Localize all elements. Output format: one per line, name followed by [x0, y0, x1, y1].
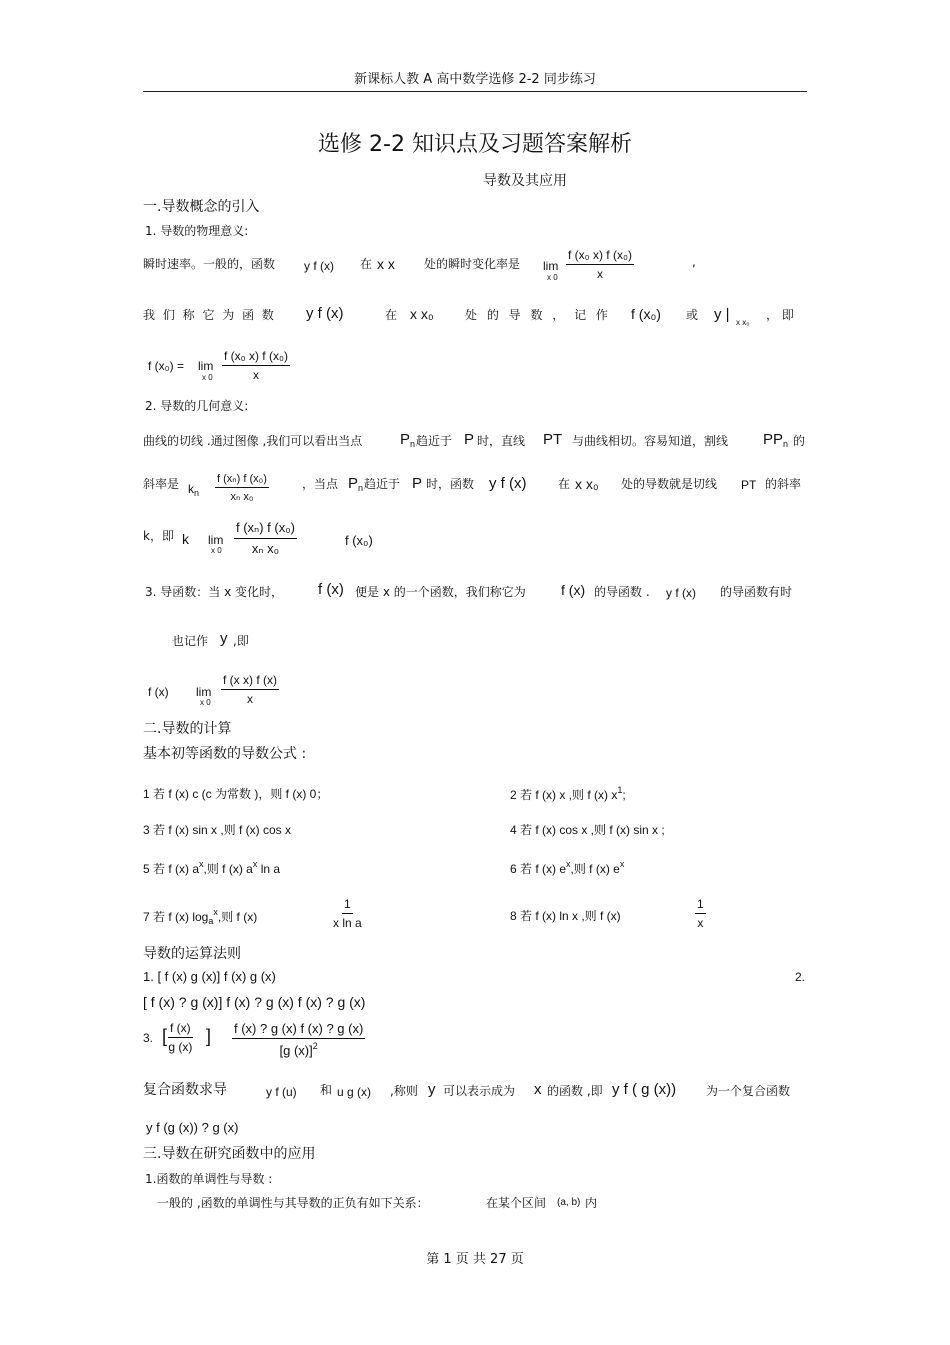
page-footer: 第 1 页 共 27 页: [426, 1252, 524, 1267]
rate-denominator: x: [596, 267, 603, 281]
geo-text-b: 趋近于: [416, 434, 453, 448]
rate-lim: lim: [543, 259, 559, 273]
derivfunc-text-d: 的导函数有时: [720, 585, 793, 599]
def-ji: ， 即: [766, 308, 794, 322]
slope-text-a: 斜率是: [143, 477, 180, 491]
chain-text-f: 可以表示成为: [443, 1084, 516, 1098]
slope-fraction: [215, 472, 269, 503]
def-formula-lim: lim: [198, 359, 214, 373]
formula-6: 6 若 f (x) $e^x$,则 f (x) $e^x$: [510, 859, 625, 876]
chain-text-h: 为一个复合函数: [706, 1084, 791, 1098]
tangent-rhs: f (x₀): [345, 533, 373, 548]
derivfunc-lhs: f (x): [148, 685, 169, 699]
slope-pn: $P_n$: [348, 475, 364, 493]
slope-text-f: 处的导数就是切线: [621, 477, 718, 491]
point-2-label: 2. 导数的几何意义:: [145, 399, 249, 413]
chain-y: y: [428, 1081, 436, 1098]
def-func: y f (x): [306, 305, 344, 322]
derivfunc-text-b: 便是 x 的一个函数，我们称它为: [355, 585, 526, 599]
def-y: y |: [714, 306, 730, 323]
def-formula-lhs: f (x₀) =: [148, 359, 184, 373]
chain-rule: y f (g (x)) ? g (x): [146, 1120, 239, 1135]
derivfunc-text-a: 3. 导函数：当 x 变化时，: [145, 585, 283, 599]
formula-5: 5 若 f (x) $a^x$,则 f (x) $a^x$ ln a: [143, 859, 281, 876]
slope-numerator: f (xₙ) f (x₀): [215, 472, 269, 488]
slope-p: P: [412, 475, 423, 492]
formula-list-heading: 基本初等函数的导数公式 :: [143, 746, 307, 762]
running-header: 新课标人教 A 高中数学选修 2-2 同步练习: [354, 72, 596, 87]
formula-8-denominator: x: [697, 916, 704, 930]
rule-3-denominator: [g (x)]$^2$: [279, 1041, 318, 1058]
chain-text-g: 的函数 ,即: [547, 1084, 603, 1098]
formula-7-fraction: [333, 897, 362, 930]
monotonic-text-d: 内: [585, 1196, 598, 1210]
derivfunc-f: f (x): [318, 581, 344, 598]
def-formula-fraction: [222, 349, 290, 382]
rule-2-number: 2.: [795, 970, 806, 984]
rule-3-numerator: f (x) ? g (x) f (x) ? g (x): [232, 1021, 365, 1039]
geo-text-c: 时，直线: [477, 434, 526, 448]
header-rule: [143, 91, 807, 92]
derivfunc-lim-sub: x 0: [200, 698, 211, 707]
chain-outer: y f (u): [266, 1085, 297, 1099]
chain-inner: u g (x): [337, 1085, 372, 1099]
derivfunc-y: y f (x): [666, 586, 696, 600]
def-text: 我 们 称 它 为 函 数: [143, 308, 276, 322]
derivfunc-text-e: 也记作: [172, 634, 209, 648]
tangent-fraction: [234, 520, 297, 557]
geo-pn: $P_n$: [400, 431, 416, 449]
tangent-k: k: [182, 531, 189, 547]
def-formula-numerator: f (x₀ x) f (x₀): [222, 349, 290, 366]
document-subtitle: 导数及其应用: [483, 173, 567, 189]
formula-8-numerator: 1: [695, 897, 706, 914]
section-1-heading: 一.导数概念的引入: [143, 199, 260, 215]
rule-3-left-denominator: g (x): [168, 1040, 193, 1054]
slope-denominator: xₙ x₀: [230, 491, 254, 503]
rule-3-left-fraction: [168, 1021, 193, 1054]
formula-7-denominator: x ln a: [333, 916, 362, 930]
monotonic-text-b: 在某个区间: [486, 1196, 547, 1210]
monotonic-heading: 1.函数的单调性与导数 :: [145, 1172, 273, 1186]
derivfunc-fraction: [221, 673, 279, 706]
slope-text-e: 在: [558, 477, 571, 491]
rate-tail: 处的瞬时变化率是: [424, 257, 521, 271]
section-3-heading: 三.导数在研究函数中的应用: [143, 1146, 316, 1162]
derivfunc-text-f: ,即: [233, 634, 249, 648]
derivfunc-numerator: f (x x) f (x): [221, 673, 279, 690]
slope-text-c: 趋近于: [364, 477, 401, 491]
rules-heading: 导数的运算法则: [143, 946, 241, 962]
def-formula-lim-sub: x 0: [202, 373, 213, 382]
formula-3: 3 若 f (x) sin x ,则 f (x) cos x: [143, 823, 292, 837]
rule-3-lbracket: [: [162, 1026, 168, 1046]
chain-text-a: 复合函数求导: [143, 1082, 227, 1098]
monotonic-interval: (a, b): [557, 1197, 581, 1208]
def-y-sub: x x₀: [736, 318, 750, 327]
derivfunc-ysym: y: [220, 630, 228, 647]
def-zai: 在: [385, 308, 398, 322]
slope-func: y f (x): [489, 475, 527, 492]
rate-comma: ,: [692, 255, 696, 269]
chain-x: x: [534, 1081, 542, 1098]
point-1-label: 1. 导数的物理意义:: [145, 224, 249, 238]
rate-lim-sub: x 0: [547, 273, 558, 282]
monotonic-text-a: 一般的 ,函数的单调性与其导数的正负有如下关系：: [157, 1196, 429, 1210]
formula-8-fraction: [695, 897, 706, 930]
rule-1: 1. [ f (x) g (x)] f (x) g (x): [143, 969, 276, 984]
slope-text-g: 的斜率: [765, 477, 802, 491]
rate-numerator: f (x₀ x) f (x₀): [566, 248, 634, 265]
def-chu: 处 的 导 数 ， 记 作: [465, 308, 611, 322]
derivfunc-lim: lim: [196, 685, 212, 699]
rate-func: y f (x): [304, 259, 334, 273]
rule-2: [ f (x) ? g (x)] f (x) ? g (x) f (x) ? g (x): [143, 994, 366, 1010]
slope-x: x x₀: [575, 476, 599, 492]
slope-pt: PT: [741, 478, 757, 492]
rule-3-fraction: [232, 1021, 365, 1058]
geo-text-a: 曲线的切线 .通过图像 ,我们可以看出当点: [143, 434, 363, 448]
derivfunc-text-c: 的导函数 .: [594, 585, 650, 599]
formula-7: 7 若 f (x) $\log_a^x$,则 f (x): [143, 907, 258, 926]
formula-8: 8 若 f (x) ln x ,则 f (x): [510, 909, 621, 923]
def-fprime: f (x₀): [631, 306, 661, 322]
def-formula-denominator: x: [252, 368, 259, 382]
derivfunc-denominator: x: [247, 692, 253, 706]
geo-p: P: [464, 431, 475, 448]
rule-3-left-numerator: f (x): [168, 1021, 193, 1038]
formula-2: 2 若 f (x) x ,则 f (x) $x^1$;: [510, 785, 626, 802]
rule-3-rbracket: ]: [206, 1026, 212, 1046]
chain-text-e: ,称则: [390, 1084, 418, 1098]
tangent-lim-sub: x 0: [211, 546, 222, 555]
def-or: 或: [686, 308, 699, 322]
slope-text-b: ，当点: [302, 477, 339, 491]
def-x: x x₀: [410, 306, 434, 322]
rate-text: 瞬时速率。一般的，函数: [143, 257, 276, 271]
formula-4: 4 若 f (x) cos x ,则 f (x) sin x ;: [510, 823, 665, 837]
formula-7-numerator: 1: [342, 897, 353, 914]
geo-ppn: $PP_n$: [763, 431, 789, 449]
tangent-text-a: k，即: [143, 529, 174, 543]
derivfunc-f2: f (x): [561, 582, 586, 598]
chain-composite: y f ( g (x)): [612, 1081, 677, 1098]
tangent-lim: lim: [208, 533, 224, 547]
geo-text-e: 的: [793, 434, 806, 448]
slope-text-d: 时，函数: [426, 477, 475, 491]
rate-fraction: [566, 248, 634, 281]
rule-3-label: 3.: [143, 1031, 154, 1045]
section-2-heading: 二.导数的计算: [143, 721, 232, 737]
rate-x: x x: [377, 256, 395, 272]
geo-pt: PT: [543, 431, 563, 448]
geo-text-d: 与曲线相切。容易知道，割线: [572, 434, 729, 448]
document-title: 选修 2-2 知识点及习题答案解析: [318, 132, 632, 157]
formula-1: 1 若 f (x) c (c 为常数 )，则 f (x) 0；: [143, 787, 329, 801]
tangent-numerator: f (xₙ) f (x₀): [234, 520, 297, 539]
tangent-denominator: xₙ x₀: [251, 541, 280, 556]
rate-zai: 在: [360, 257, 373, 271]
slope-k: $k_n$: [188, 482, 200, 498]
chain-he: 和: [320, 1083, 333, 1097]
